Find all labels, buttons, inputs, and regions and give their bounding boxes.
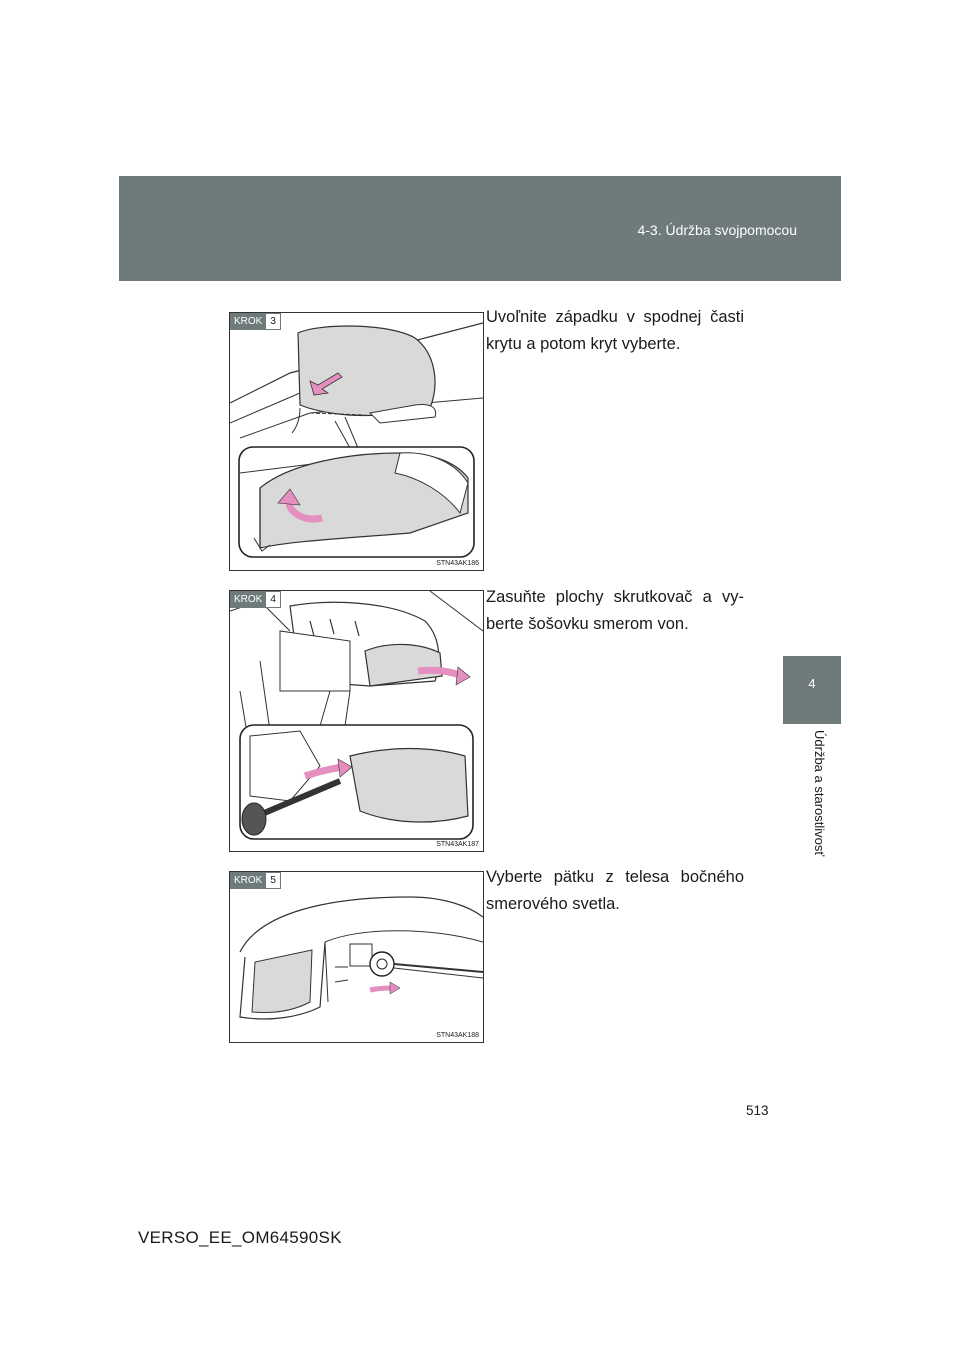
chapter-number: 4 <box>808 676 816 691</box>
mirror-cover-illustration <box>230 313 483 570</box>
lens-removal-illustration <box>230 591 483 851</box>
step-3-figure <box>229 312 484 571</box>
step-5-figure <box>229 871 484 1043</box>
step-5-instruction: Vyberte pätku z telesa bočného smerového svetla. <box>486 868 744 913</box>
page-number: 513 <box>746 1103 769 1118</box>
step-4-instruction: Zasuňte plochy skrutkovač a vy-berte šošovku smerom von. <box>486 588 744 633</box>
step-badge <box>230 313 281 330</box>
step-badge-word: KROK <box>230 313 266 330</box>
document-code: VERSO_EE_OM64590SK <box>138 1228 342 1247</box>
step-4-figure <box>229 590 484 852</box>
chapter-tab <box>783 656 841 724</box>
step-badge-number: 5 <box>266 872 281 889</box>
bulb-socket-illustration <box>230 872 483 1042</box>
step-badge <box>230 872 281 889</box>
step-badge <box>230 591 281 608</box>
chapter-label: Údržba a starostlivosť <box>812 730 827 857</box>
section-title: 4-3. Údržba svojpomocou <box>637 222 797 238</box>
step-badge-number: 3 <box>266 313 281 330</box>
step-badge-word: KROK <box>230 872 266 889</box>
step-3-instruction: Uvoľnite západku v spodnej časti krytu a potom kryt vyberte. <box>486 308 744 353</box>
header-band <box>119 176 841 281</box>
step-badge-word: KROK <box>230 591 266 608</box>
figure-code: STN43AK188 <box>436 1032 479 1039</box>
figure-code: STN43AK186 <box>436 560 479 567</box>
step-badge-number: 4 <box>266 591 281 608</box>
figure-code: STN43AK187 <box>436 841 479 848</box>
